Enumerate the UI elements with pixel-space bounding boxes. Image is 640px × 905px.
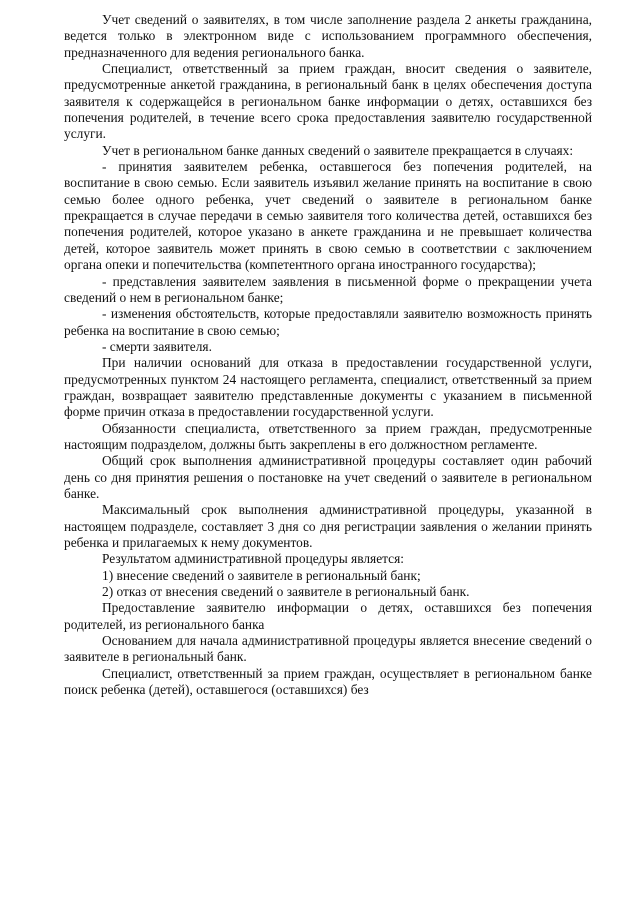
paragraph: Основанием для начала административной процедуры является внесение сведений о заявителе в региональный банк.	[64, 633, 592, 665]
paragraph: Специалист, ответственный за прием граждан, вносит сведения о заявителе, предусмотренные анкетой гражданина, в региональный банк в целях обеспечения доступа заявителя к содержащейся в региональном банке информации о детях, оставшихся без попечения родителей, в течение всего срока предоставления заявителю государственной услуги.	[64, 61, 592, 142]
paragraph: Учет в региональном банке данных сведений о заявителе прекращается в случаях:	[102, 142, 574, 158]
list-item: - изменения обстоятельств, которые предоставляли заявителю возможность принять ребенка на воспитание в свою семью;	[64, 306, 592, 338]
list-item: - смерти заявителя.	[102, 338, 212, 354]
paragraph: Максимальный срок выполнения административной процедуры, указанной в настоящем подразделе, составляет 3 дня со дня регистрации заявления о желании принять ребенка и прилагаемых к нему документов.	[64, 502, 592, 550]
paragraph: Общий срок выполнения административной процедуры составляет один рабочий день со дня принятия решения о постановке на учет сведений о заявителе в региональном банке.	[64, 453, 592, 501]
list-item: - представления заявителем заявления в письменной форме о прекращении учета сведений о нем в региональном банке;	[64, 273, 592, 305]
paragraph: Результатом административной процедуры является:	[102, 551, 404, 567]
document-body	[64, 12, 592, 698]
list-item: - принятия заявителем ребенка, оставшегося без попечения родителей, на воспитание в свою семью. Если заявитель изъявил желание принять на воспитание в свою семью более одного ребенка, учет сведений о заявителе в региональном банке прекращается в случае передачи в семью заявителя того количества детей, оставшихся без попечения родителей, которое указано в анкете гражданина и не превышает количества детей, которое заявитель может принять в свою семью в соответствии с заключением органа опеки и попечительства (компетентного органа иностранного государства);	[64, 159, 592, 273]
paragraph: Учет сведений о заявителях, в том числе заполнение раздела 2 анкеты гражданина, ведется только в электронном виде с использованием программного обеспечения, предназначенного для ведения регионального банка.	[64, 12, 592, 60]
paragraph: Обязанности специалиста, ответственного за прием граждан, предусмотренные настоящим подразделом, должны быть закреплены в его должностном регламенте.	[64, 420, 592, 452]
paragraph: При наличии оснований для отказа в предоставлении государственной услуги, предусмотренных пунктом 24 настоящего регламента, специалист, ответственный за прием граждан, возвращает заявителю представленные документы с указанием в письменной форме причин отказа в предоставлении государственной услуги.	[64, 355, 592, 420]
paragraph: Специалист, ответственный за прием граждан, осуществляет в региональном банке поиск ребенка (детей), оставшегося (оставшихся) без	[64, 665, 592, 698]
list-item: 2) отказ от внесения сведений о заявителе в региональный банк.	[102, 584, 470, 600]
list-item: 1) внесение сведений о заявителе в региональный банк;	[102, 567, 421, 583]
section-heading: Предоставление заявителю информации о детях, оставшихся без попечения родителей, из регионального банка	[64, 600, 592, 632]
